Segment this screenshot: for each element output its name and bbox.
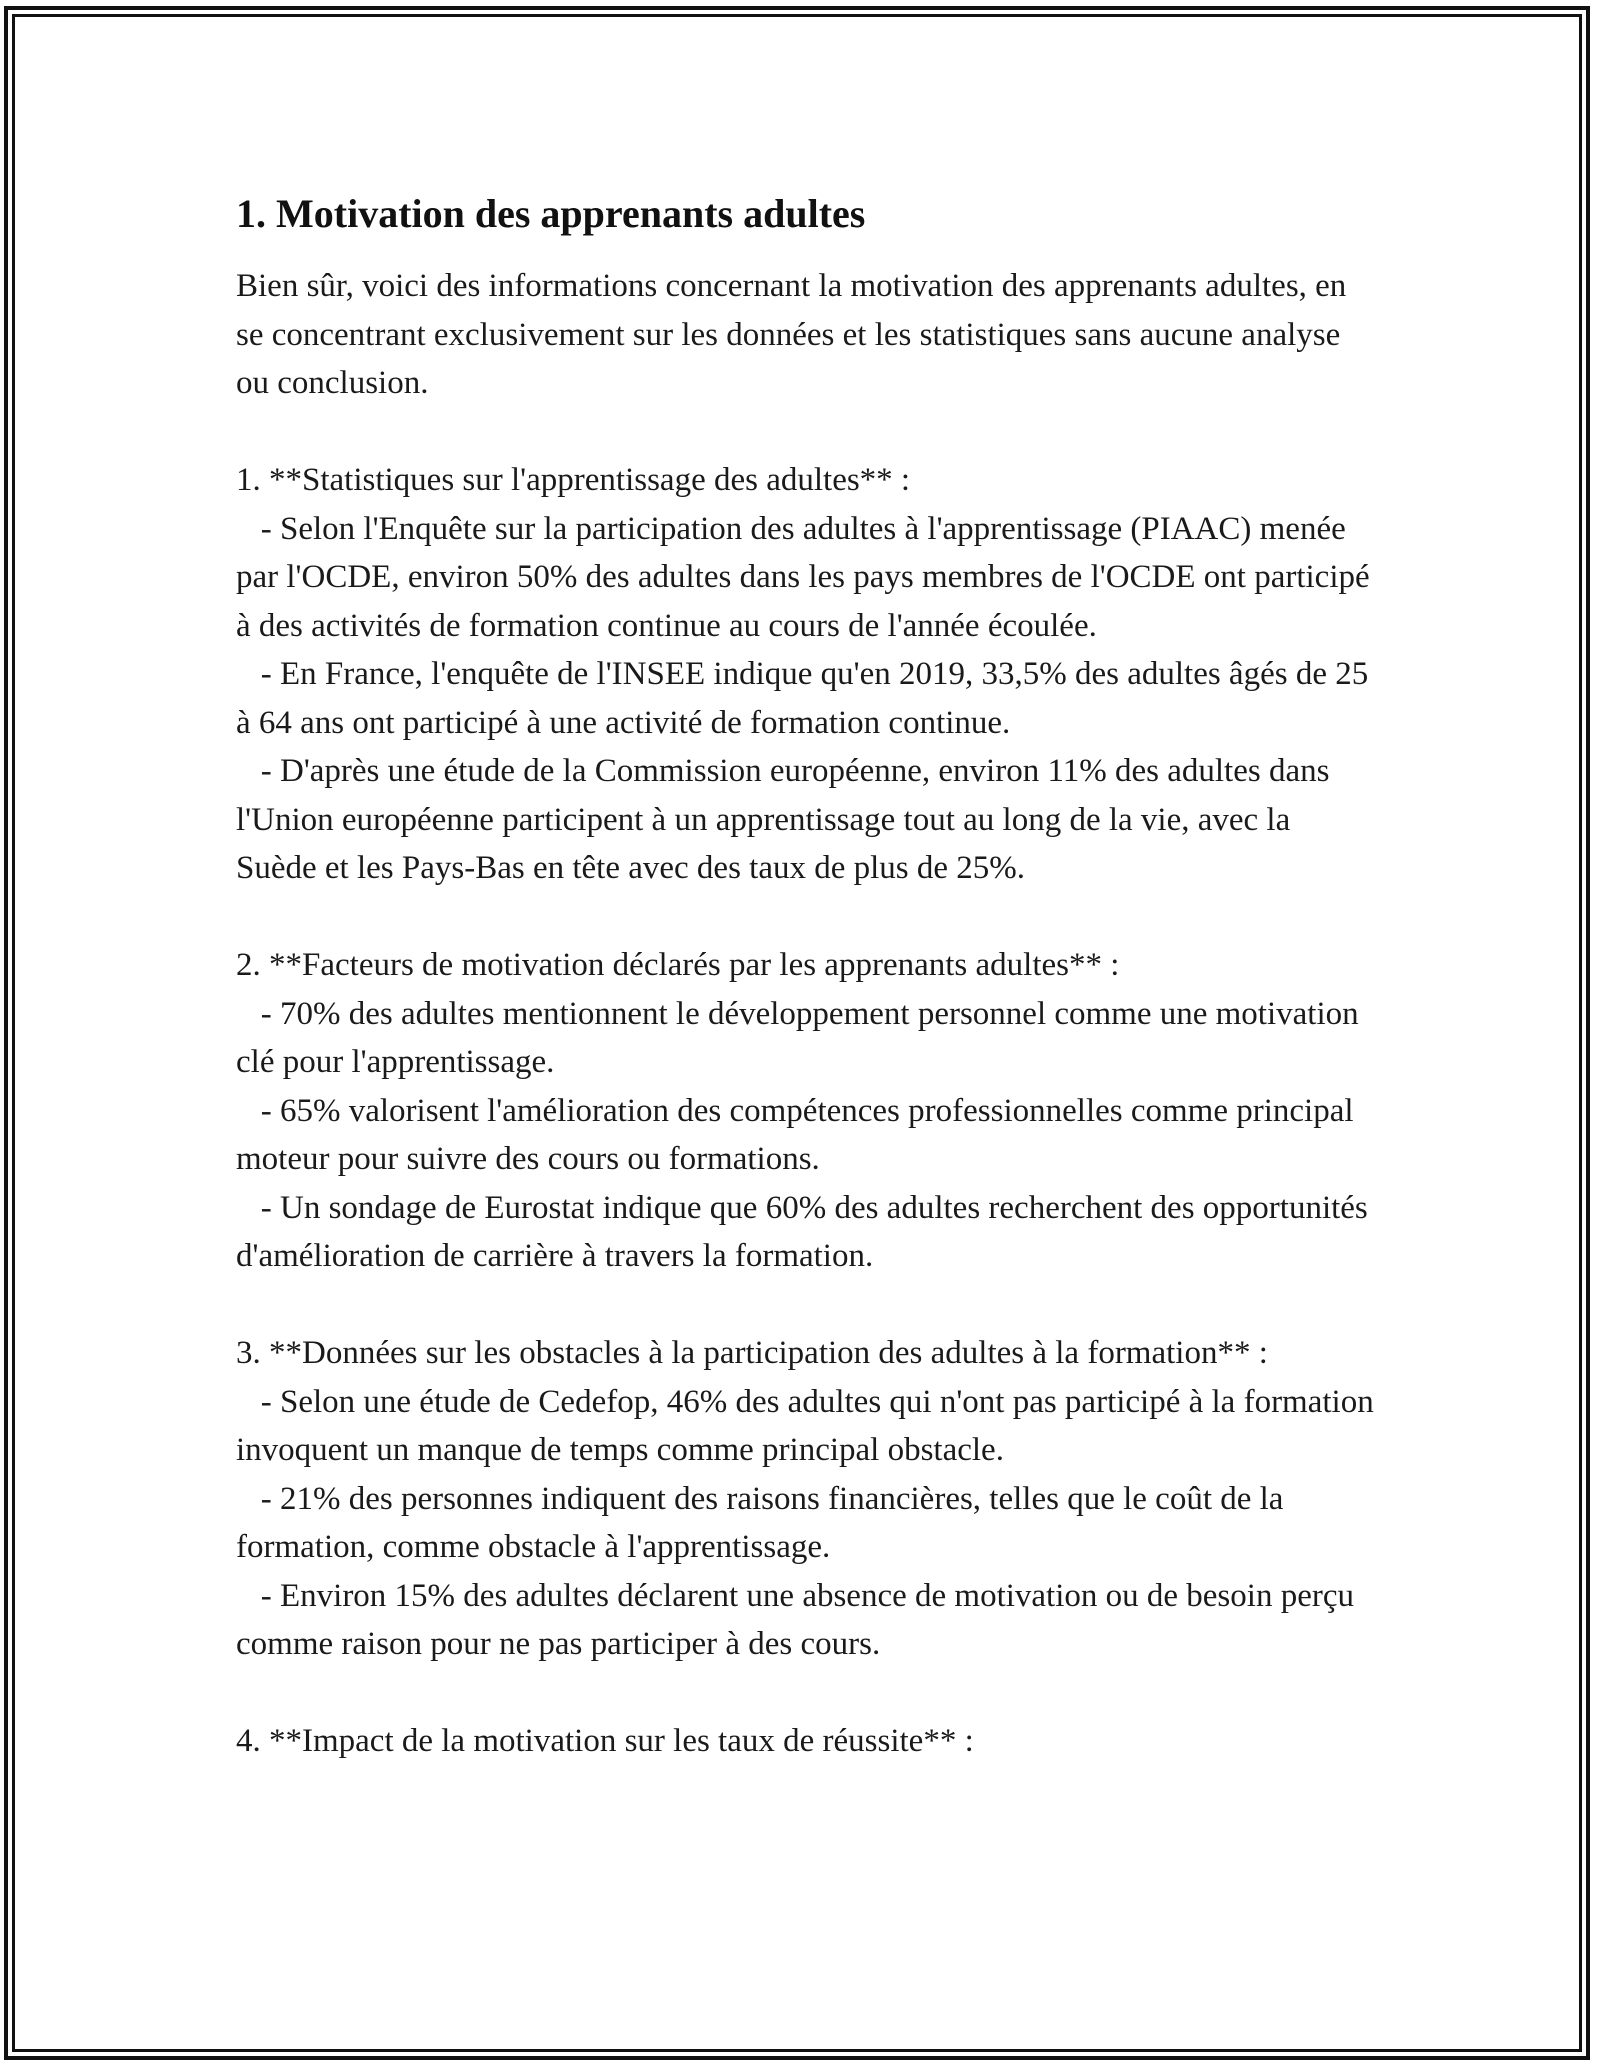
document-content (236, 186, 1376, 1766)
document-body: Bien sûr, voici des informations concernant la motivation des apprenants adultes, en se concentrant exclusivement sur les données et les statistiques sans aucune analyse ou conclusion. 1. **Statistiques sur l'apprentissage des adultes** : - Selon l'Enquête sur la participation des adultes à l'apprentissage (PIAAC) menée par l'OCDE, environ 50% des adultes dans les pays membres de l'OCDE ont participé à des activités de formation continue au cours de l'année écoulée. - En France, l'enquête de l'INSEE indique qu'en 2019, 33,5% des adultes âgés de 25 à 64 ans ont participé à une activité de formation continue. - D'après une étude de la Commission européenne, environ 11% des adultes dans l'Union européenne participent à un apprentissage tout au long de la vie, avec la Suède et les Pays-Bas en tête avec des taux de plus de 25%. 2. **Facteurs de motivation déclarés par les apprenants adultes** : - 70% des adultes mentionnent le développement personnel comme une motivation clé pour l'apprentissage. - 65% valorisent l'amélioration des compétences professionnelles comme principal moteur pour suivre des cours ou formations. - Un sondage de Eurostat indique que 60% des adultes recherchent des opportunités d'amélioration de carrière à travers la formation. 3. **Données sur les obstacles à la participation des adultes à la formation** : - Selon une étude de Cedefop, 46% des adultes qui n'ont pas participé à la formation invoquent un manque de temps comme principal obstacle. - 21% des personnes indiquent des raisons financières, telles que le coût de la formation, comme obstacle à l'apprentissage. - Environ 15% des adultes déclarent une absence de motivation ou de besoin perçu comme raison pour ne pas participer à des cours. 4. **Impact de la motivation sur les taux de réussite** : (236, 268, 1374, 1759)
document-title: 1. Motivation des apprenants adultes (236, 191, 866, 236)
